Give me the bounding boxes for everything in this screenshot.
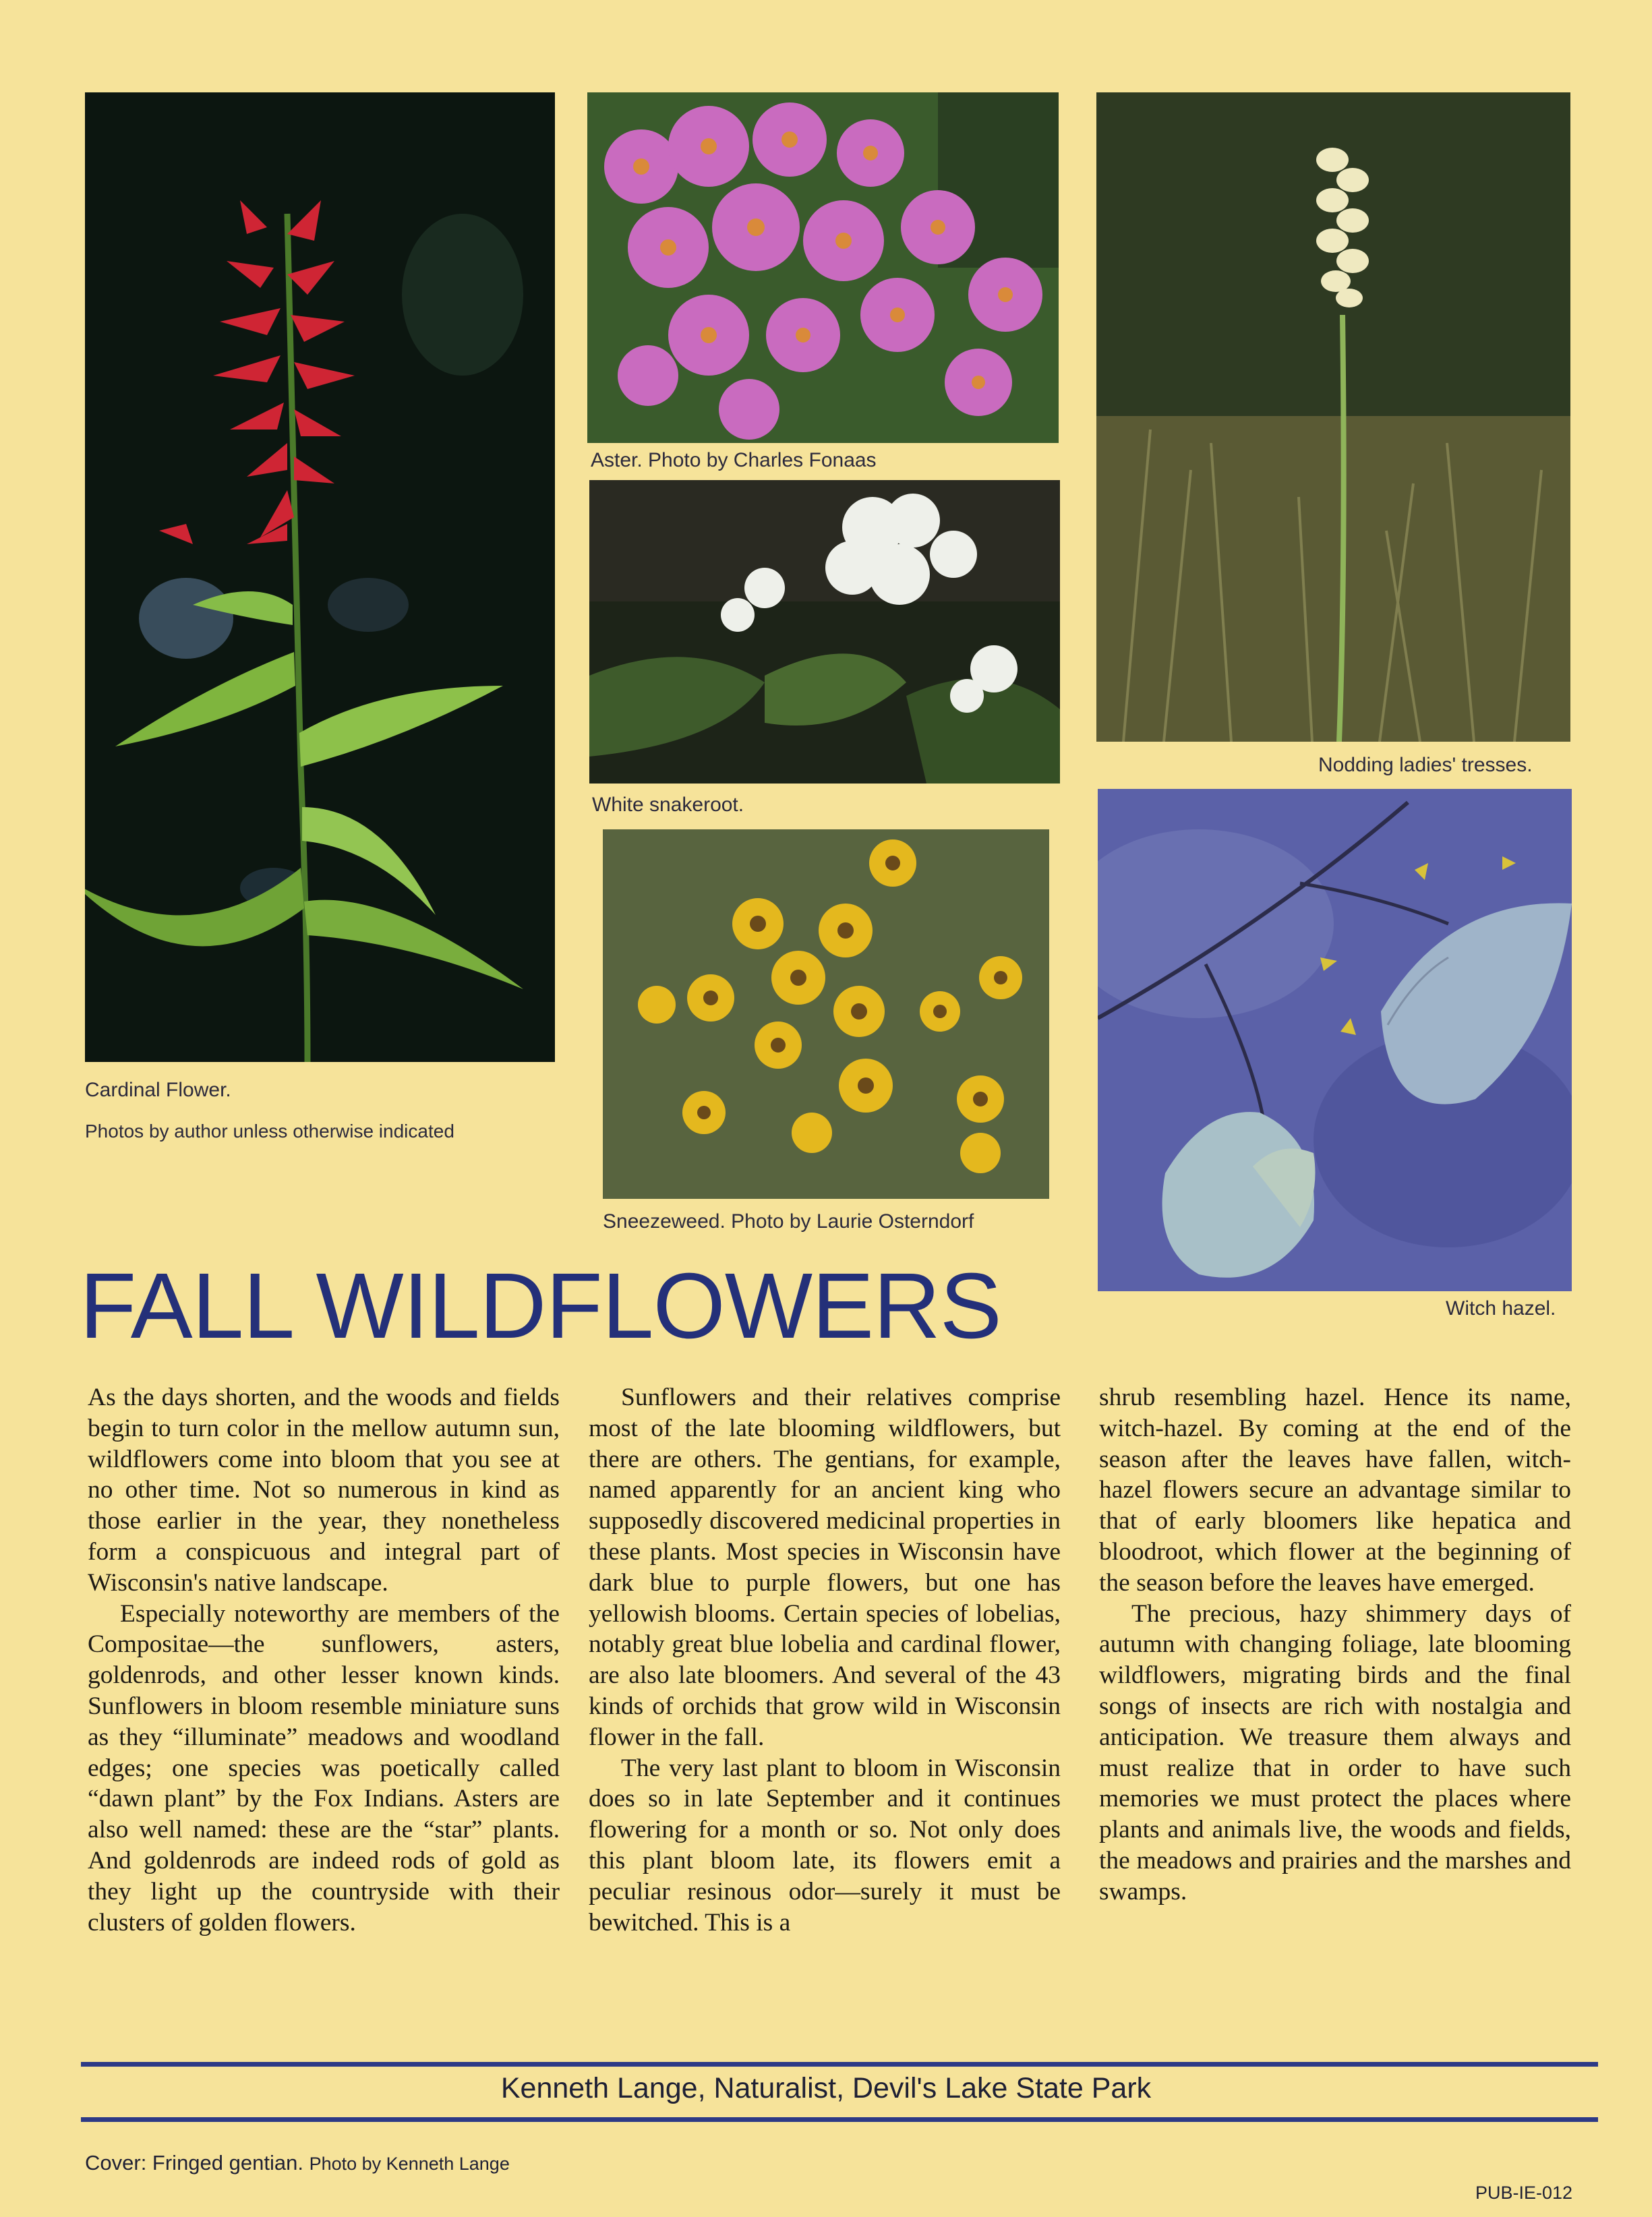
sneezeweed-photo: [603, 829, 1049, 1199]
paragraph: As the days shorten, and the woods and fields begin to turn color in the mellow autumn sun, wildflowers come into bloom that you see at no other time. Not so numerous in kind as those earlier in the year, they nonetheless form a conspicuous and integral part of Wisconsin's native landscape.: [88, 1384, 560, 1597]
paragraph: Sunflowers and their relatives comprise most of the late blooming wildflowers, but there are others. The gentians, for example, named apparently for an ancient king who supposedly discovered medicinal properties in these plants. Most species in Wisconsin have dark blue to purple flowers, but one has yellowish blooms. Certain species of lobelias, notably great blue lobelia and cardinal flower, are also late bloomers. And several of the 43 kinds of orchids that grow wild in Wisconsin flower in the fall.: [589, 1384, 1061, 1751]
publication-code: PUB-IE-012: [1475, 2183, 1573, 2203]
paragraph: The precious, hazy shimmery days of autumn with changing foliage, late blooming wildflowers, migrating birds and the final songs of insects are rich with nostalgia and anticipation. We treasure them always and must realize that in order to have such memories we must protect the places where plants and animals live, the woods and fields, the meadows and prairies and the marshes and swamps.: [1099, 1599, 1571, 1905]
witch-hazel-photo: [1098, 789, 1572, 1291]
witch-hazel-caption: Witch hazel.: [1446, 1297, 1556, 1320]
ladies-tresses-photo: [1096, 92, 1570, 742]
paragraph: Especially noteworthy are members of the Compositae—the sunflowers, asters, goldenrods, and other lesser known kinds. Sunflowers in bloom resemble miniature suns as they “illuminate” meadows and woodland edges; one species was poetically called “dawn plant” by the Fox Indians. Asters are also well named: these are the “star” plants. And goldenrods are indeed rods of gold as they light up the countryside with their clusters of golden flowers.: [88, 1599, 560, 1937]
photo-credit-note: Photos by author unless otherwise indicated: [85, 1121, 454, 1142]
sneezeweed-caption: Sneezeweed. Photo by Laurie Osterndorf: [603, 1210, 974, 1233]
paragraph: shrub resembling hazel. Hence its name, witch-hazel. By coming at the end of the season after the leaves have fallen, witch-hazel flowers secure an advantage similar to that of early bloomers like hepatica and bloodroot, which flower at the beginning of the season before the leaves have emerged.: [1099, 1384, 1571, 1597]
aster-caption: Aster. Photo by Charles Fonaas: [591, 449, 877, 471]
cardinal-flower-photo: [85, 92, 555, 1062]
top-divider-rule: [81, 2062, 1598, 2067]
article-column-2: [589, 1382, 1061, 1938]
ladies-tresses-caption: Nodding ladies' tresses.: [1318, 754, 1533, 776]
white-snakeroot-photo: [589, 480, 1060, 784]
aster-photo: [587, 92, 1059, 443]
bottom-divider-rule: [81, 2117, 1598, 2122]
author-byline: Kenneth Lange, Naturalist, Devil's Lake State Park: [500, 2072, 1152, 2104]
cardinal-flower-caption: Cardinal Flower.: [85, 1079, 231, 1101]
cover-credit: [85, 2151, 510, 2175]
cover-label: Cover: Fringed gentian.: [85, 2151, 303, 2175]
cover-photo-credit: Photo by Kenneth Lange: [309, 2154, 510, 2174]
white-snakeroot-caption: White snakeroot.: [592, 794, 744, 816]
article-column-1: [88, 1382, 560, 1938]
article-column-3: [1099, 1382, 1571, 1908]
paragraph: The very last plant to bloom in Wisconsin does so in late September and it continues flowering for a month or so. Not only does this plant bloom late, its flowers emit a peculiar resinous odor—surely it must be bewitched. This is a: [589, 1754, 1061, 1937]
article-title: FALL WILDFLOWERS: [80, 1254, 1001, 1358]
